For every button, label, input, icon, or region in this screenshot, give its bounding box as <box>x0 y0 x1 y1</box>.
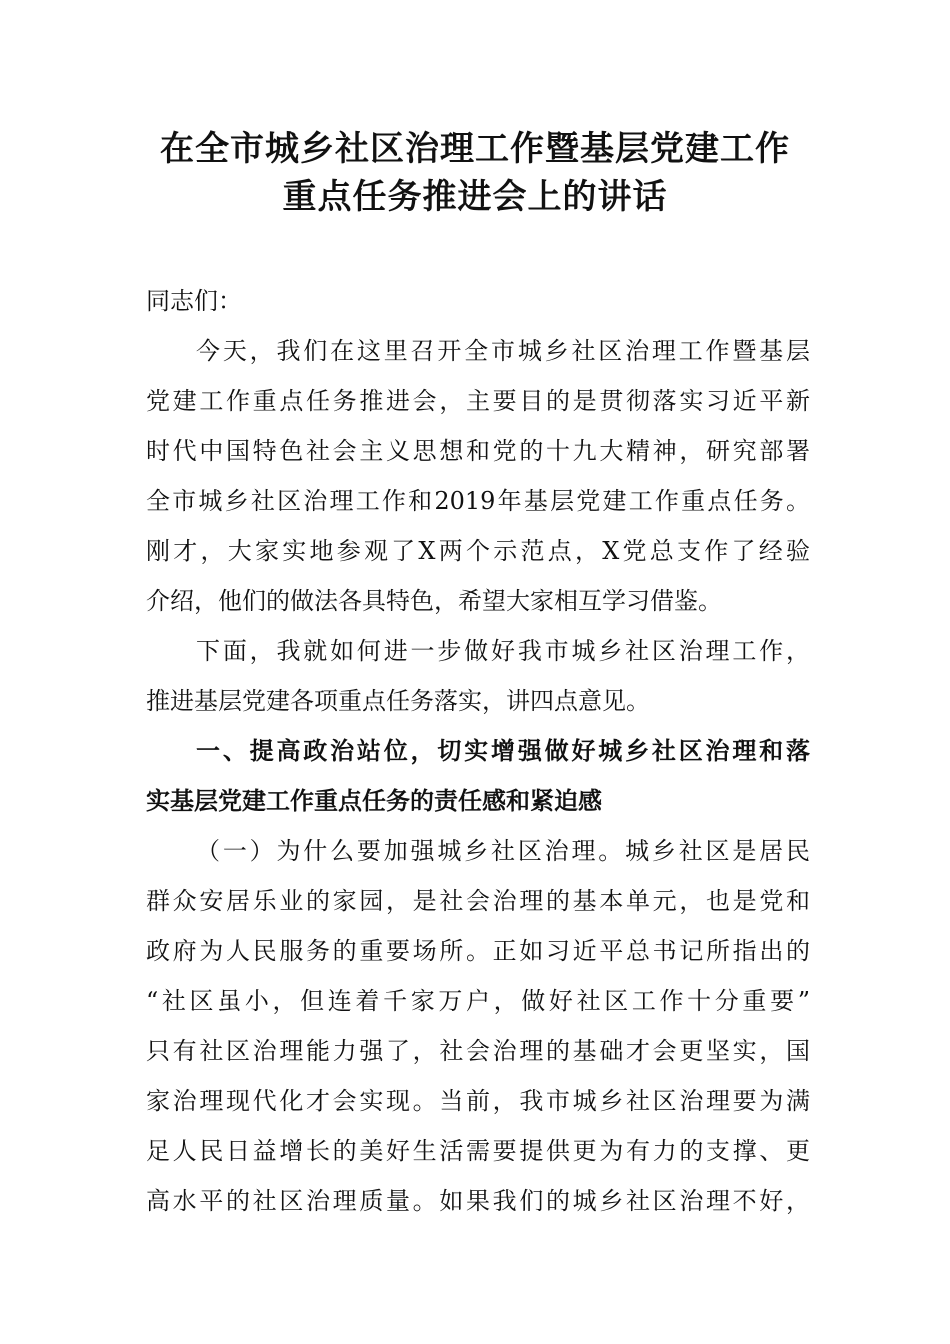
body-line: 群众安居乐业的家园，是社会治理的基本单元，也是党和 <box>146 887 810 915</box>
document-title-line-1: 在全市城乡社区治理工作暨基层党建工作 <box>160 129 790 169</box>
body-line: 介绍，他们的做法各具特色，希望大家相互学习借鉴。 <box>146 587 722 615</box>
section-heading-line: 一、提高政治站位，切实增强做好城乡社区治理和落 <box>196 737 810 765</box>
document-title-line-2: 重点任务推进会上的讲话 <box>282 177 668 217</box>
salutation: 同志们： <box>146 287 242 315</box>
body-line: 刚才，大家实地参观了X两个示范点，X党总支作了经验 <box>146 537 810 565</box>
body-line: 足人民日益增长的美好生活需要提供更为有力的支撑、更 <box>146 1137 810 1165</box>
body-line: （一）为什么要加强城乡社区治理。城乡社区是居民 <box>196 837 810 865</box>
body-line: 今天，我们在这里召开全市城乡社区治理工作暨基层 <box>196 337 810 365</box>
body-line: 政府为人民服务的重要场所。正如习近平总书记所指出的 <box>146 937 810 965</box>
body-line: 全市城乡社区治理工作和2019年基层党建工作重点任务。 <box>146 487 810 515</box>
body-line: 只有社区治理能力强了，社会治理的基础才会更坚实，国 <box>146 1037 810 1065</box>
section-heading-line: 实基层党建工作重点任务的责任感和紧迫感 <box>146 787 602 815</box>
body-line: 时代中国特色社会主义思想和党的十九大精神，研究部署 <box>146 437 810 465</box>
body-line: “社区虽小，但连着千家万户，做好社区工作十分重要” <box>146 987 810 1015</box>
body-line: 家治理现代化才会实现。当前，我市城乡社区治理要为满 <box>146 1087 810 1115</box>
body-line: 推进基层党建各项重点任务落实，讲四点意见。 <box>146 687 650 715</box>
body-line: 党建工作重点任务推进会，主要目的是贯彻落实习近平新 <box>146 387 810 415</box>
body-line: 下面，我就如何进一步做好我市城乡社区治理工作， <box>196 637 810 665</box>
body-line: 高水平的社区治理质量。如果我们的城乡社区治理不好， <box>146 1187 810 1215</box>
